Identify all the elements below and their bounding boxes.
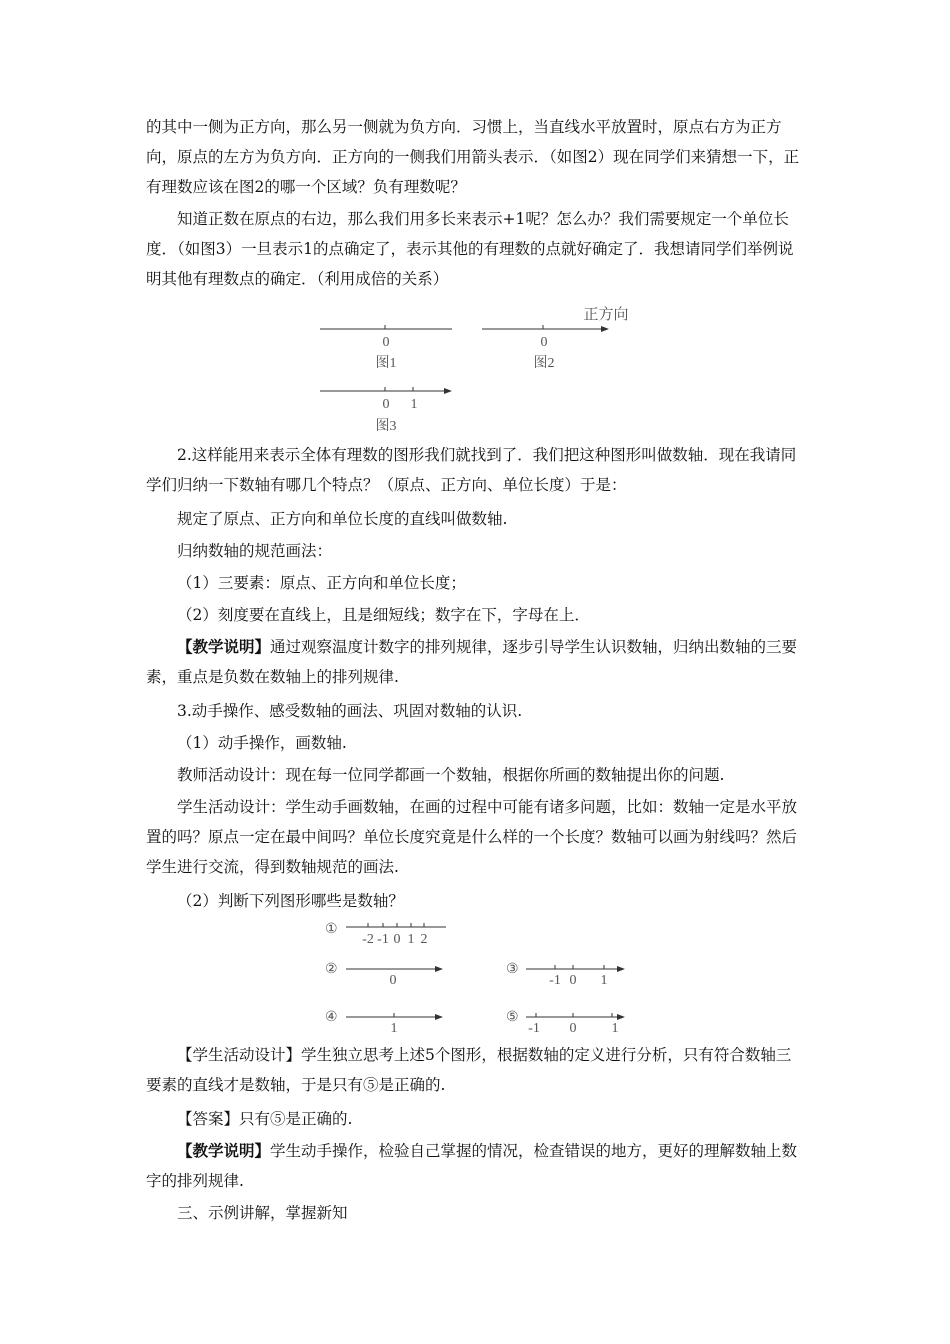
candidate-1-tick-label: 1 (407, 932, 415, 947)
paragraph-three-elements: （1）三要素：原点、正方向和单位长度； (177, 574, 466, 592)
paragraph-draw-axis: （1）动手操作，画数轴. (177, 734, 347, 752)
teaching-note-label: 【教学说明】 (177, 637, 271, 656)
paragraph-teacher-activity: 教师活动设计：现在每一位同学都画一个数轴，根据你所画的数轴提出你的问题. (177, 766, 725, 784)
candidate-1-tick-label: -1 (377, 932, 389, 947)
candidate-5-tick-label: -1 (528, 1021, 540, 1036)
candidate-5-arrow-head (617, 1014, 625, 1020)
candidate-5-tick-label: 1 (611, 1021, 619, 1036)
number-line-candidates (0, 915, 950, 1037)
paragraph-direction: 的其中一侧为正方向，那么另一侧就为负方向．习惯上，当直线水平放置时，原点右方为正方向，原点的左方为负方向．正方向的一侧我们用箭头表示．（如图2）现在同学们来猜想一下，正有理数应该在图2的哪一个区域？负有理数呢？ (146, 118, 800, 196)
teaching-note-text: 通过观察温度计数字的排列规律，逐步引导学生认识数轴，归纳出数轴的三要素，重点是负数在数轴上的排列规律. (146, 638, 798, 686)
candidate-2-arrow-head (435, 966, 443, 972)
fig3-caption: 图3 (375, 419, 397, 434)
candidate-1-tick-label: 2 (420, 932, 428, 947)
number-line-figures-1-3 (0, 300, 950, 440)
teaching-note-text: 学生动手操作，检验自己掌握的情况，检查错误的地方，更好的理解数轴上数字的排列规律. (146, 1142, 798, 1190)
candidate-2-marker: ② (325, 962, 338, 977)
candidate-2-zero-label: 0 (389, 973, 397, 988)
fig2-caption: 图2 (533, 356, 555, 371)
fig3-one-label: 1 (410, 397, 418, 412)
candidate-4-one-label: 1 (390, 1021, 398, 1036)
teaching-note-label: 【教学说明】 (177, 1141, 271, 1160)
candidate-5-marker: ⑤ (506, 1010, 519, 1025)
fig3-arrow-head (444, 388, 452, 394)
candidate-3-tick-label: 1 (600, 973, 608, 988)
paragraph-answer: 【答案】只有⑤是正确的. (177, 1110, 353, 1128)
paragraph-definition: 规定了原点、正方向和单位长度的直线叫做数轴. (177, 510, 508, 528)
fig2-zero-label: 0 (540, 335, 548, 350)
paragraph-tick-rules: （2）刻度要在直线上，且是细短线；数字在下，字母在上． (177, 606, 590, 624)
fig1-zero-label: 0 (382, 335, 390, 350)
fig1-caption: 图1 (375, 356, 397, 371)
candidate-3-tick-label: 0 (569, 973, 577, 988)
candidate-1-marker: ① (325, 922, 338, 937)
paragraph-number-line-intro: 2.这样能用来表示全体有理数的图形我们就找到了．我们把这种图形叫做数轴．现在我请同学们归纳一下数轴有哪几个特点？（原点、正方向、单位长度）于是： (146, 446, 797, 494)
candidate-1-tick-label: -2 (362, 932, 374, 947)
candidate-3-arrow-head (617, 966, 625, 972)
candidate-5-tick-label: 0 (569, 1021, 577, 1036)
paragraph-student-analysis: 【学生活动设计】学生独立思考上述5个图形，根据数轴的定义进行分析，只有符合数轴三要素的直线才是数轴，于是只有⑤是正确的. (146, 1046, 792, 1094)
candidate-3-tick-label: -1 (549, 973, 561, 988)
paragraph-teaching-note-1 (146, 632, 806, 692)
paragraph-student-activity: 学生活动设计：学生动手画数轴，在画的过程中可能有诸多问题，比如：数轴一定是水平放置的吗？原点一定在最中间吗？单位长度究竟是什么样的一个长度？数轴可以画为射线吗？然后学生进行交流，得到数轴规范的画法. (146, 798, 798, 876)
fig2-arrow-head (601, 326, 609, 332)
paragraph-unit-length: 知道正数在原点的右边，那么我们用多长来表示+1呢？怎么办？我们需要规定一个单位长度．（如图3）一旦表示1的点确定了，表示其他的有理数的点就好确定了．我想请同学们举例说明其他有理数点的确定．（利用成倍的关系） (146, 210, 794, 288)
fig3-zero-label: 0 (382, 397, 390, 412)
paragraph-judge-question: （2）判断下列图形哪些是数轴？ (177, 892, 404, 910)
candidate-4-marker: ④ (325, 1010, 338, 1025)
fig2-positive-direction-label: 正方向 (583, 307, 629, 323)
paragraph-hands-on: 3.动手操作、感受数轴的画法、巩固对数轴的认识. (177, 702, 523, 720)
candidate-1-tick-label: 0 (393, 932, 401, 947)
section-heading-examples: 三、示例讲解，掌握新知 (177, 1204, 348, 1222)
paragraph-teaching-note-2 (146, 1136, 806, 1196)
paragraph-drawing-rules-heading: 归纳数轴的规范画法： (177, 542, 333, 560)
candidate-4-arrow-head (435, 1014, 443, 1020)
candidate-3-marker: ③ (506, 962, 519, 977)
